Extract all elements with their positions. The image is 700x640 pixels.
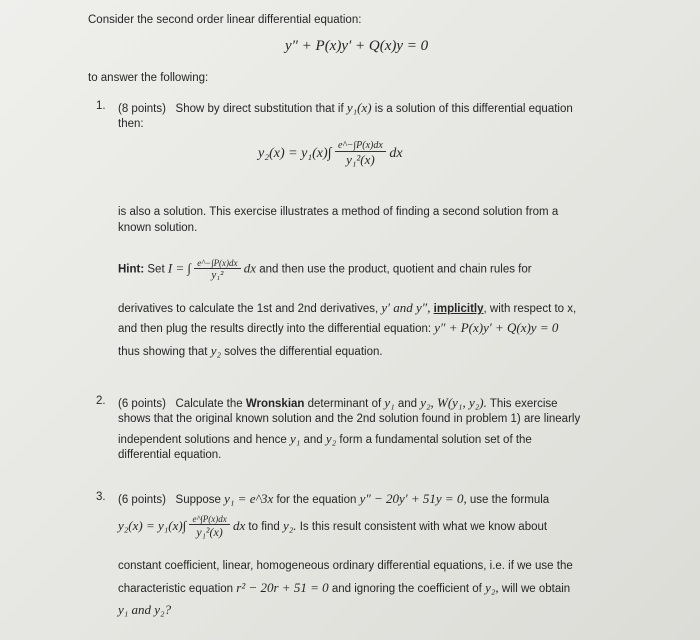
- problem-2-y2: y₂,: [420, 395, 434, 410]
- p3-formula-lhs: y₂(x) = y₁(x)∫: [118, 518, 187, 534]
- p3-formula-dx: dx: [232, 518, 246, 534]
- hint-dx: dx: [243, 260, 257, 276]
- hint-den: y₁²: [211, 269, 224, 281]
- problem-3-y1def: y₁ = e^3x: [224, 491, 274, 506]
- problem-3-line3c: will we obtain: [501, 583, 571, 595]
- deriv-yprime: y′ and y″,: [381, 300, 431, 315]
- p1-formula-fraction: [335, 140, 386, 168]
- problem-2-line2: shows that the original known solution and the 2nd solution found in problem 1) are linearly: [118, 413, 581, 425]
- p3-formula-num: e^∫P(x)dx: [189, 514, 229, 525]
- deriv-a: derivatives to calculate the 1st and 2nd derivatives,: [118, 303, 379, 315]
- main-equation: y″ + P(x)y′ + Q(x)y = 0: [285, 38, 429, 54]
- plug-eq: y″ + P(x)y′ + Q(x)y = 0: [434, 320, 559, 335]
- problem-3-char-eq: r² − 20r + 51 = 0: [236, 580, 329, 595]
- problem-3-y2: y₂.: [282, 518, 297, 534]
- problem-2-line3-y1: y₁: [290, 431, 301, 446]
- p3-formula-den: y₁²(x): [196, 525, 223, 539]
- problem-3-line2: constant coefficient, linear, homogeneous ordinary differential equations, i.e. if we use the: [118, 560, 573, 572]
- problem-2-line4: differential equation.: [118, 449, 222, 461]
- hint-fraction: [194, 258, 240, 281]
- problem-2-line3a: independent solutions and hence: [118, 434, 287, 446]
- problem-1-plug-line: [118, 320, 558, 336]
- problem-3-line3a: characteristic equation: [118, 583, 234, 595]
- problem-2-line3: [118, 431, 532, 447]
- hint-text: and then use the product, quotient and chain rules for: [259, 263, 532, 276]
- problem-2-wronskian: Wronskian: [245, 398, 305, 410]
- problem-3-line3: [118, 580, 570, 596]
- answer-line: to answer the following:: [88, 72, 209, 84]
- problem-3-text3: Is this result consistent with what we know about: [299, 521, 548, 534]
- intro-line: Consider the second order linear differential equation:: [88, 14, 362, 26]
- hint-I: I = ∫: [167, 260, 192, 276]
- problem-1-text1: Show by direct substitution that if: [175, 103, 344, 115]
- problem-2-text1: Calculate the: [175, 398, 243, 410]
- problem-1-formula: [258, 140, 403, 168]
- problem-3-line4: y₁ and y₂?: [118, 602, 172, 617]
- problem-1-para1a: is also a solution. This exercise illustrates a method of finding a second solution from a: [118, 206, 559, 218]
- problem-2-line3b: form a fundamental solution set of the: [339, 434, 532, 446]
- problem-3-line1: [118, 491, 549, 507]
- problem-1-thus-line: [118, 343, 383, 359]
- problem-1-header: [118, 100, 573, 116]
- problem-2-line3-and: and: [303, 434, 323, 446]
- problem-2-number: 2.: [96, 395, 106, 407]
- hint-num: e^−∫P(x)dx: [194, 258, 240, 269]
- thus-y2: y₂: [210, 343, 222, 358]
- p1-formula-num: e^−∫P(x)dx: [335, 140, 386, 152]
- problem-2-text3: This exercise: [489, 398, 558, 410]
- hint-label: Hint:: [118, 263, 145, 276]
- problem-1-para1b: known solution.: [118, 222, 198, 234]
- problem-3-formula-line: [118, 514, 547, 540]
- problem-1-hint: [118, 258, 532, 281]
- deriv-implicitly: implicitly: [433, 303, 484, 315]
- problem-3-eq: y″ − 20y′ + 51y = 0,: [359, 491, 467, 506]
- problem-3-tofind: to find: [248, 521, 280, 534]
- problem-3-line3-y2: y₂,: [485, 580, 499, 595]
- deriv-b: , with respect to x,: [483, 303, 577, 315]
- problem-1-points: (8 points): [118, 103, 166, 115]
- problem-3-points: (6 points): [118, 494, 166, 506]
- hint-set: Set: [147, 263, 165, 276]
- problem-2-line3-y2: y₂: [325, 431, 337, 446]
- problem-1-text2: is a solution of this differential equation: [374, 103, 573, 115]
- problem-1-number: 1.: [96, 100, 106, 112]
- p1-formula-dx: dx: [389, 146, 403, 162]
- problem-2-line1: [118, 395, 558, 411]
- thus-a: thus showing that: [118, 346, 208, 358]
- problem-2-points: (6 points): [118, 398, 166, 410]
- problem-3-number: 3.: [96, 491, 106, 503]
- problem-1-deriv-line: [118, 300, 576, 316]
- problem-3-suppose: Suppose: [175, 494, 221, 506]
- plug-a: and then plug the results directly into the differential equation:: [118, 323, 432, 335]
- problem-2-W: W(y₁, y₂).: [437, 395, 487, 410]
- p1-formula-lhs: y₂(x) = y₁(x)∫: [258, 146, 332, 162]
- problem-3-text2: use the formula: [469, 494, 550, 506]
- problem-1-then: then:: [118, 118, 144, 130]
- thus-b: solves the differential equation.: [224, 346, 383, 358]
- problem-2-y1: y₁: [384, 395, 395, 410]
- p1-formula-den: y₁²(x): [346, 152, 375, 167]
- problem-3-line3b: and ignoring the coefficient of: [331, 583, 482, 595]
- problem-3-text1: for the equation: [276, 494, 357, 506]
- p3-formula-fraction: [189, 514, 229, 540]
- problem-1-y1x: y₁(x): [346, 100, 372, 115]
- problem-2-text2: determinant of: [307, 398, 382, 410]
- problem-2-and: and: [397, 398, 418, 410]
